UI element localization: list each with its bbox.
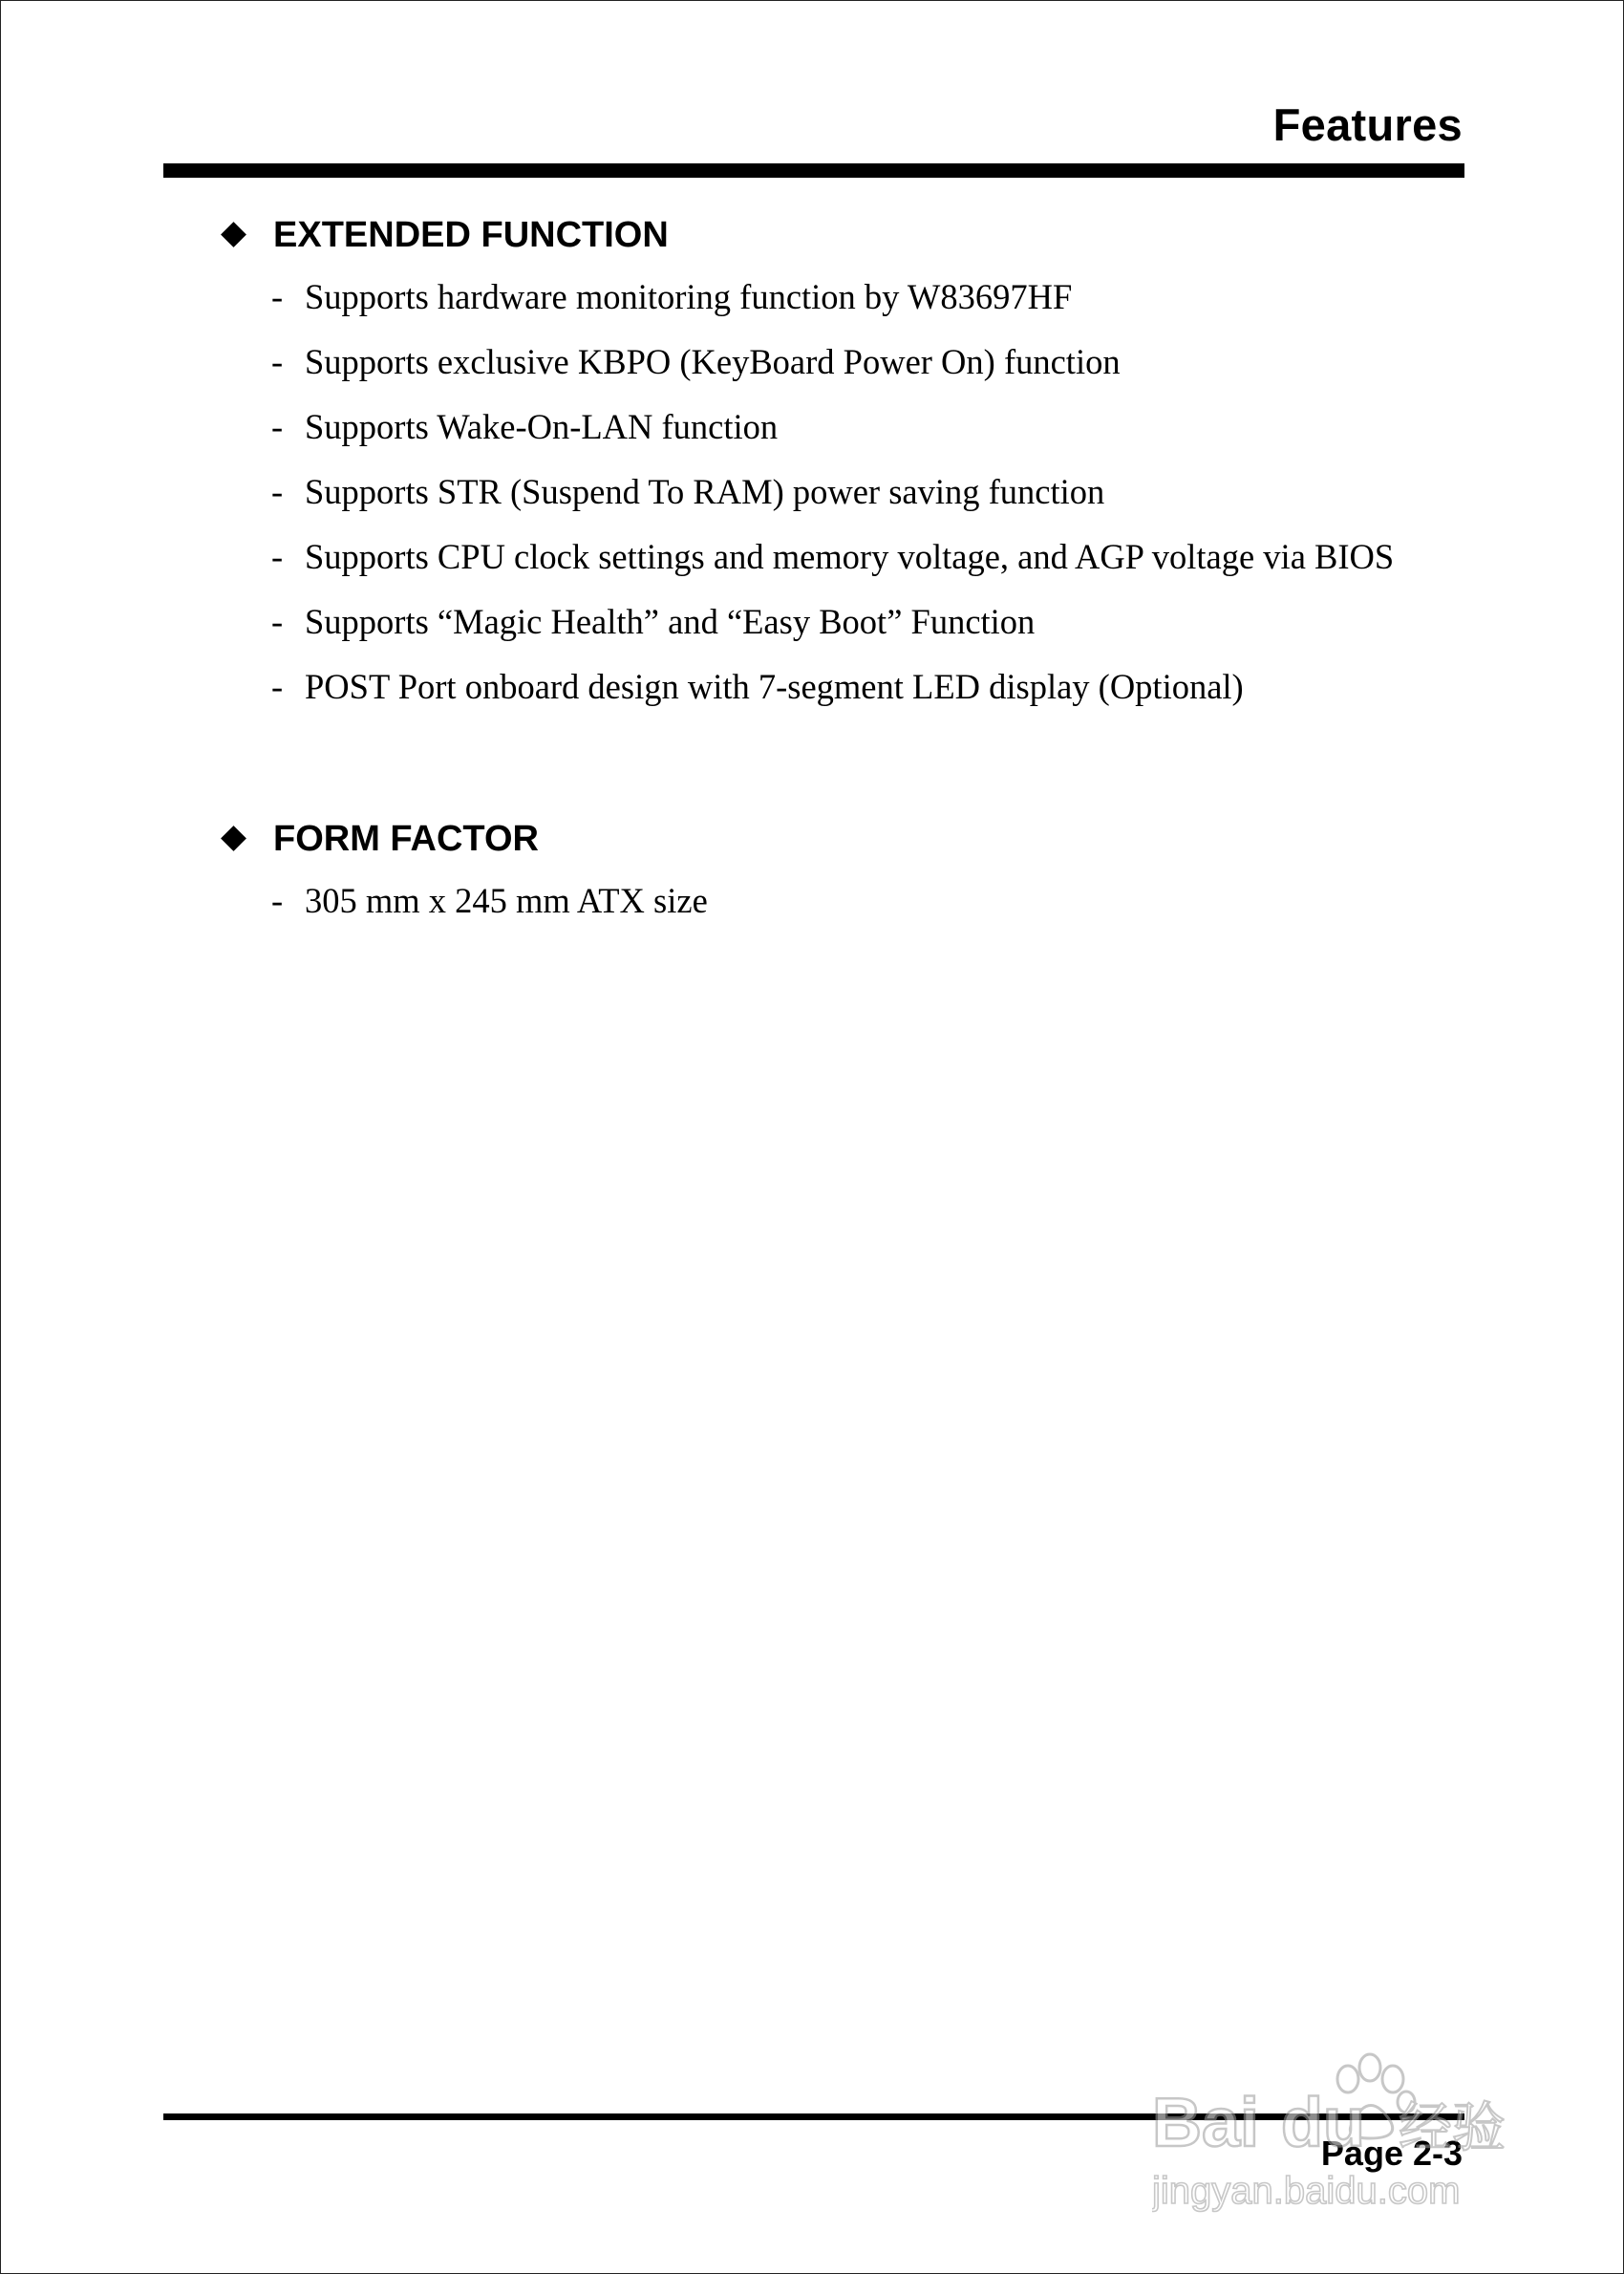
feature-list [221, 270, 1463, 714]
list-item-text: POST Port onboard design with 7-segment LED display (Optional) [305, 667, 1244, 706]
section-heading [221, 815, 1463, 863]
dash-marker: - [271, 602, 284, 641]
list-item-text: Supports STR (Suspend To RAM) power saving function [305, 472, 1105, 511]
dash-marker: - [271, 342, 284, 381]
list-item-text: Supports Wake-On-LAN function [305, 407, 779, 446]
list-item [221, 530, 1470, 584]
list-item [221, 660, 1470, 714]
list-item-text: Supports CPU clock settings and memory voltage, and AGP voltage via BIOS [305, 537, 1395, 576]
dash-marker: - [271, 472, 284, 511]
header-rule [163, 163, 1464, 178]
svg-text:经验: 经验 [1399, 2097, 1506, 2159]
list-item [221, 874, 1470, 928]
list-item [221, 335, 1470, 389]
diamond-bullet-icon [221, 826, 246, 851]
section-form-factor [221, 815, 1463, 939]
list-item-text: Supports exclusive KBPO (KeyBoard Power On) function [305, 342, 1121, 381]
list-item [221, 465, 1470, 519]
page-header-title: Features [1272, 99, 1463, 150]
list-item [221, 400, 1470, 454]
dash-marker: - [271, 667, 284, 706]
list-item-text: 305 mm x 245 mm ATX size [305, 881, 708, 920]
section-heading-text: FORM FACTOR [273, 819, 539, 859]
dash-marker: - [271, 881, 284, 920]
svg-text:du: du [1281, 2085, 1365, 2161]
section-heading [221, 211, 1463, 259]
svg-text:Bai: Bai [1152, 2085, 1260, 2161]
section-heading-text: EXTENDED FUNCTION [273, 215, 669, 255]
dash-marker: - [271, 537, 284, 576]
list-item [221, 270, 1470, 324]
diamond-bullet-icon [221, 222, 246, 247]
dash-marker: - [271, 277, 284, 316]
dash-marker: - [271, 407, 284, 446]
baidu-watermark-logo [1152, 2031, 1534, 2222]
list-item-text: Supports “Magic Health” and “Easy Boot” Function [305, 602, 1036, 641]
section-extended-function [221, 211, 1463, 725]
list-item-text: Supports hardware monitoring function by W83697HF [305, 277, 1073, 316]
list-item [221, 595, 1470, 649]
svg-text:jingyan.baidu.com: jingyan.baidu.com [1152, 2170, 1461, 2212]
feature-list [221, 874, 1463, 928]
page-number: Page 2-3 [1320, 2134, 1463, 2173]
